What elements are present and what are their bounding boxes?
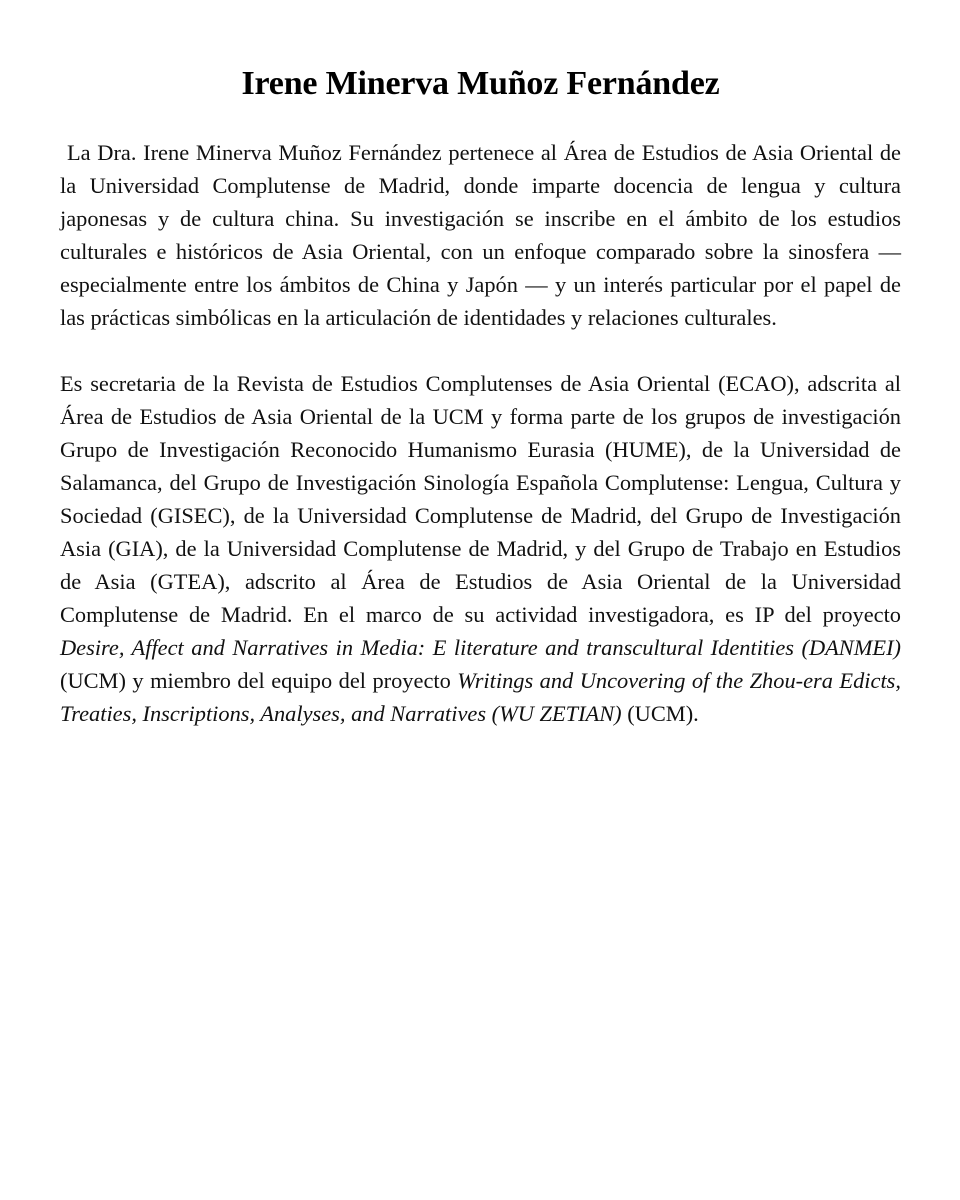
bio-paragraph-1 [60,136,901,334]
bio-paragraph-2-text-c: (UCM). [621,701,699,726]
bio-paragraph-2-text-b: (UCM) y miembro del equipo del proyecto [60,668,458,693]
bio-paragraph-1-text: La Dra. Irene Minerva Muñoz Fernández pertenece al Área de Estudios de Asia Oriental de la Universidad Complutense de Madrid, donde imparte docencia de lengua y cultura japonesas y de cultura china. Su investigación se inscribe en el ámbito de los estudios culturales e históricos de Asia Oriental, con un enfoque comparado sobre la sinosfera —especialmente entre los ámbitos de China y Japón — y un interés particular por el papel de las prácticas simbólicas en la articulación de identidades y relaciones culturales. [60,140,901,330]
project-wu-zetian-title: Writings and Uncovering of the Zhou-era Edicts, Treaties, Inscriptions, Analyses, and Narratives (WU ZETIAN) [60,668,901,726]
bio-paragraph-2-text-a: Es secretaria de la Revista de Estudios Complutenses de Asia Oriental (ECAO), adscrita al Área de Estudios de Asia Oriental de la UCM y forma parte de los grupos de investigación Grupo de Investigación Reconocido Humanismo Eurasia (HUME), de la Universidad de Salamanca, del Grupo de Investigación Sinología Española Complutense: Lengua, Cultura y Sociedad (GISEC), de la Universidad Complutense de Madrid, del Grupo de Investigación Asia (GIA), de la Universidad Complutense de Madrid, y del Grupo de Trabajo en Estudios de Asia (GTEA), adscrito al Área de Estudios de Asia Oriental de la Universidad Complutense de Madrid. En el marco de su actividad investigadora, es IP del proyecto [60,371,901,627]
bio-paragraph-2 [60,367,901,730]
project-danmei-title: Desire, Affect and Narratives in Media: E literature and transcultural Identities (DANMEI) [60,635,901,660]
document-page [60,62,901,730]
page-title: Irene Minerva Muñoz Fernández [241,65,720,102]
